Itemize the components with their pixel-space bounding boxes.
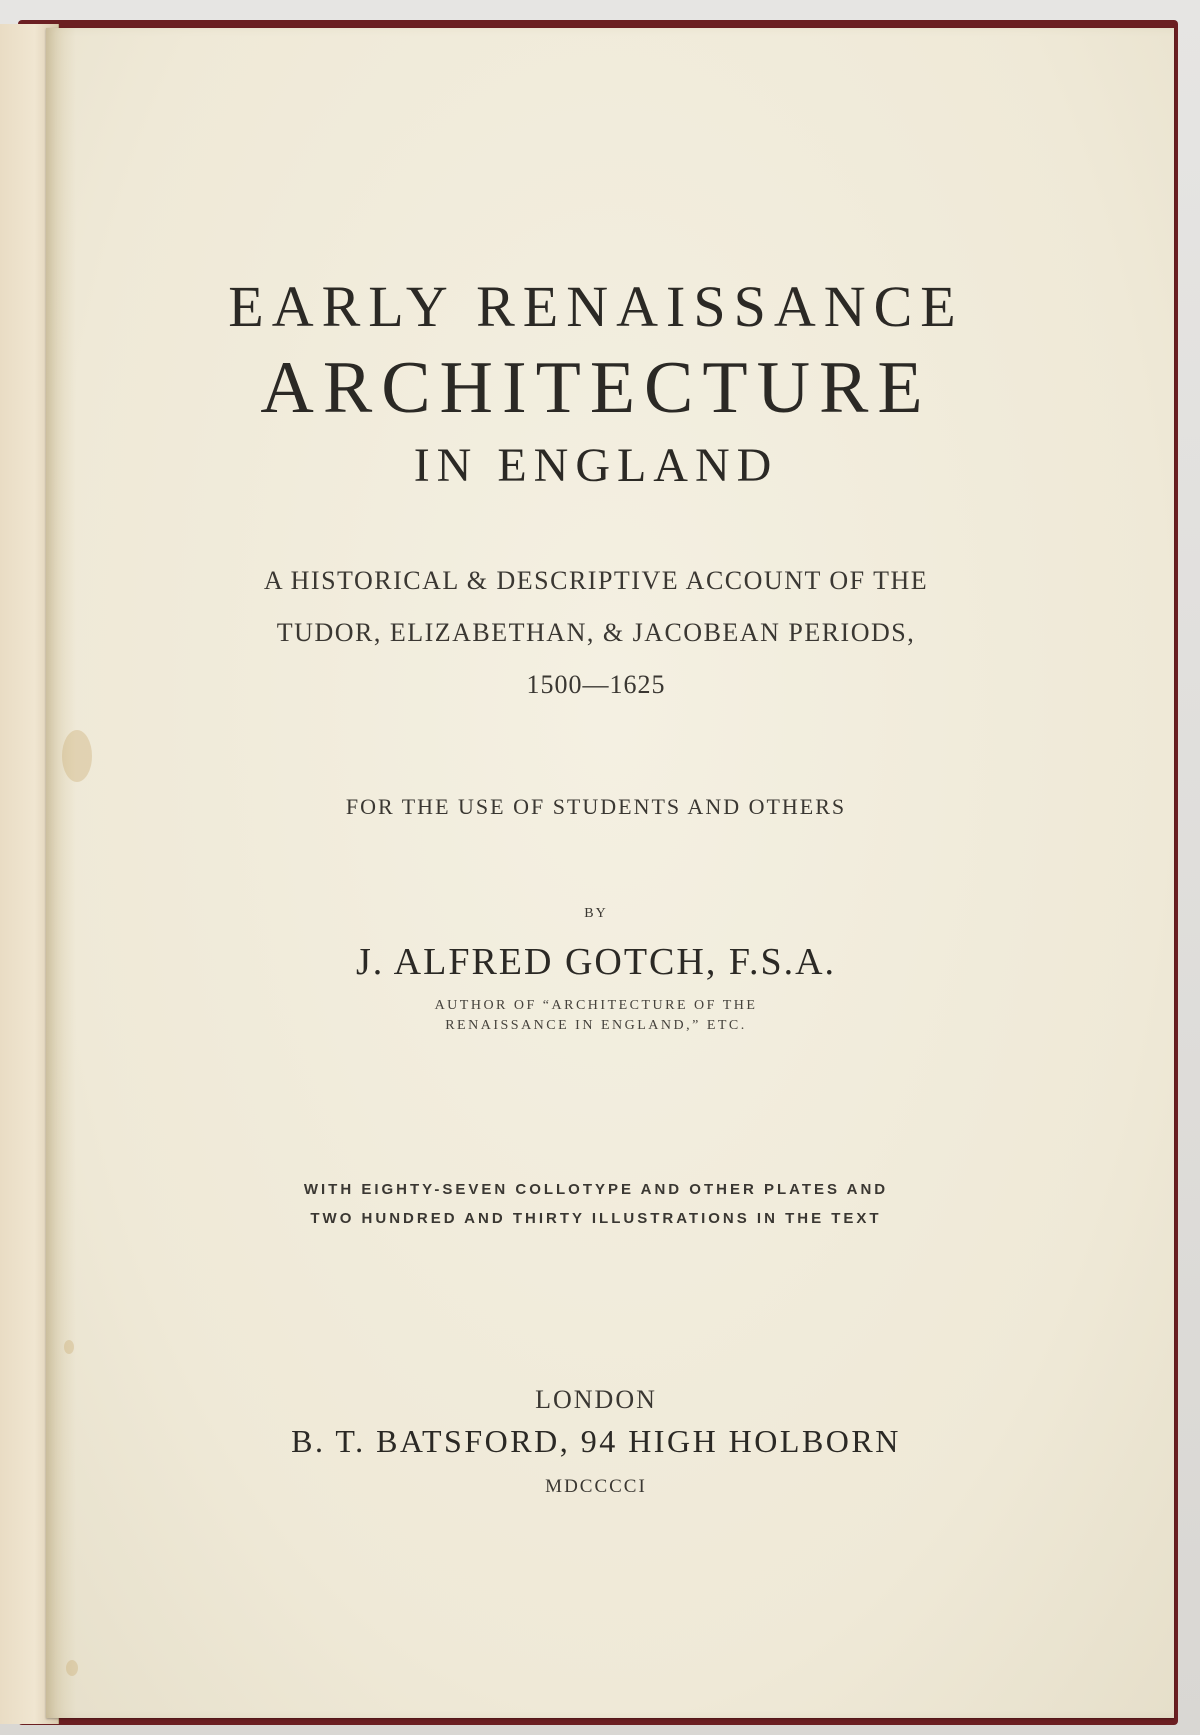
by-label: BY: [584, 906, 608, 921]
author-credit-line-1: AUTHOR OF “ARCHITECTURE OF THE: [434, 998, 758, 1013]
illustrations-line-2: TWO HUNDRED AND THIRTY ILLUSTRATIONS IN THE TEXT: [310, 1210, 882, 1227]
imprint-publisher: B. T. BATSFORD, 94 HIGH HOLBORN: [291, 1423, 901, 1459]
audience-line: FOR THE USE OF STUDENTS AND OTHERS: [345, 794, 847, 819]
author-credit-line-2: RENAISSANCE IN ENGLAND,” ETC.: [445, 1018, 747, 1033]
title-line-2: ARCHITECTURE: [260, 347, 932, 429]
imprint-city: LONDON: [535, 1385, 657, 1414]
illustrations-line-1: WITH EIGHTY-SEVEN COLLOTYPE AND OTHER PLATES AND: [303, 1181, 889, 1198]
subtitle-line-1: A HISTORICAL & DESCRIPTIVE ACCOUNT OF THE: [263, 566, 929, 595]
foxing-spot: [62, 730, 92, 782]
subtitle-period: 1500—1625: [526, 670, 666, 699]
subtitle-line-2: TUDOR, ELIZABETHAN, & JACOBEAN PERIODS,: [276, 618, 916, 647]
author-name: J. ALFRED GOTCH, F.S.A.: [355, 941, 837, 983]
gutter-stain: [46, 28, 76, 1718]
imprint-date: MDCCCCI: [545, 1476, 647, 1497]
foxing-spot: [66, 1660, 78, 1676]
title-line-1: EARLY RENAISSANCE: [228, 274, 964, 339]
title-page: [46, 28, 1174, 1718]
title-line-3: IN ENGLAND: [413, 439, 779, 492]
foxing-spot: [64, 1340, 74, 1354]
